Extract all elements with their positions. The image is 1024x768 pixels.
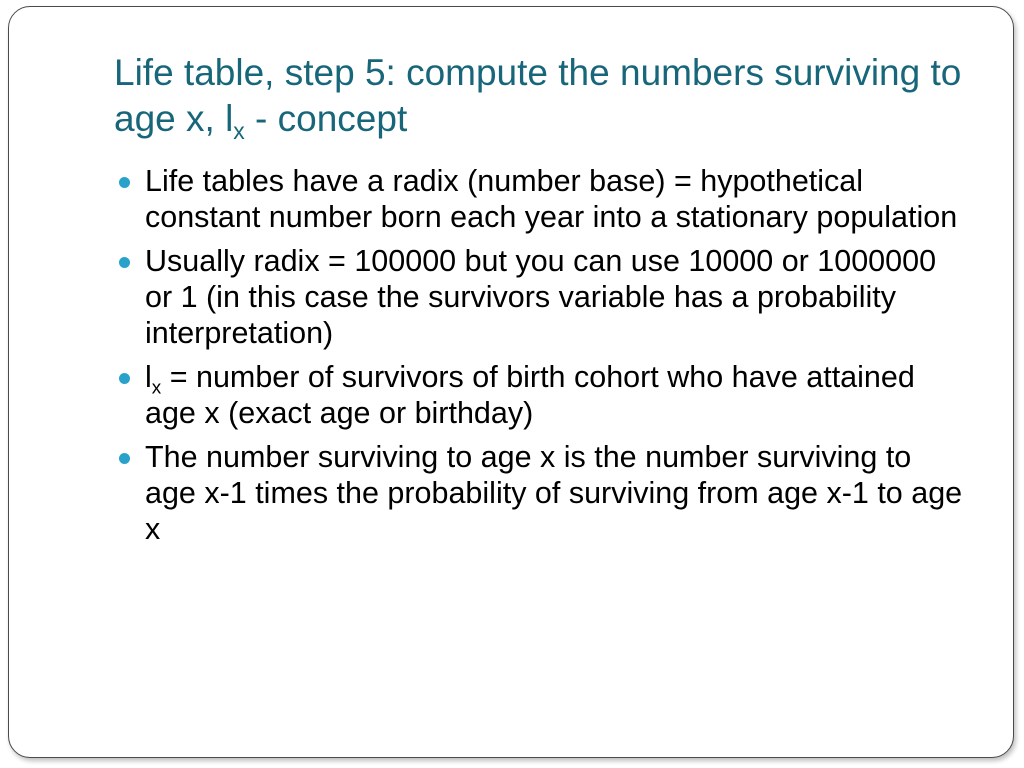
bullet-text: The number surviving to age x is the number surviving to age x-1 times the probability of surviving from age x-1 to age x [145, 440, 963, 546]
bullet-marker-icon [119, 373, 130, 384]
slide-title-suffix: - concept [244, 98, 408, 139]
bullet-text: Life tables have a radix (number base) = hypothetical constant number born each year into a stationary population [145, 164, 958, 234]
bullet-item [114, 439, 964, 547]
bullet-marker-icon [119, 453, 130, 464]
bullet-text: Usually radix = 100000 but you can use 10000 or 1000000 or 1 (in this case the survivors variable has a probability interpretation) [145, 244, 937, 350]
slide-title-subscript: x [233, 118, 245, 145]
bullet-marker-icon [119, 177, 130, 188]
bullet-item [114, 359, 964, 431]
bullet-item [114, 243, 964, 351]
bullet-marker-icon [119, 257, 130, 268]
bullet-item [114, 163, 964, 235]
slide-title-main: Life table, step 5: compute the numbers surviving to age x, l [114, 52, 962, 139]
bullet-prefix: l [145, 360, 152, 394]
bullet-list [114, 163, 964, 555]
slide-title [114, 50, 974, 145]
bullet-text [145, 360, 915, 430]
bullet-body: = number of survivors of birth cohort who have attained age x (exact age or birthday) [145, 360, 915, 430]
bullet-subscript: x [151, 377, 162, 399]
